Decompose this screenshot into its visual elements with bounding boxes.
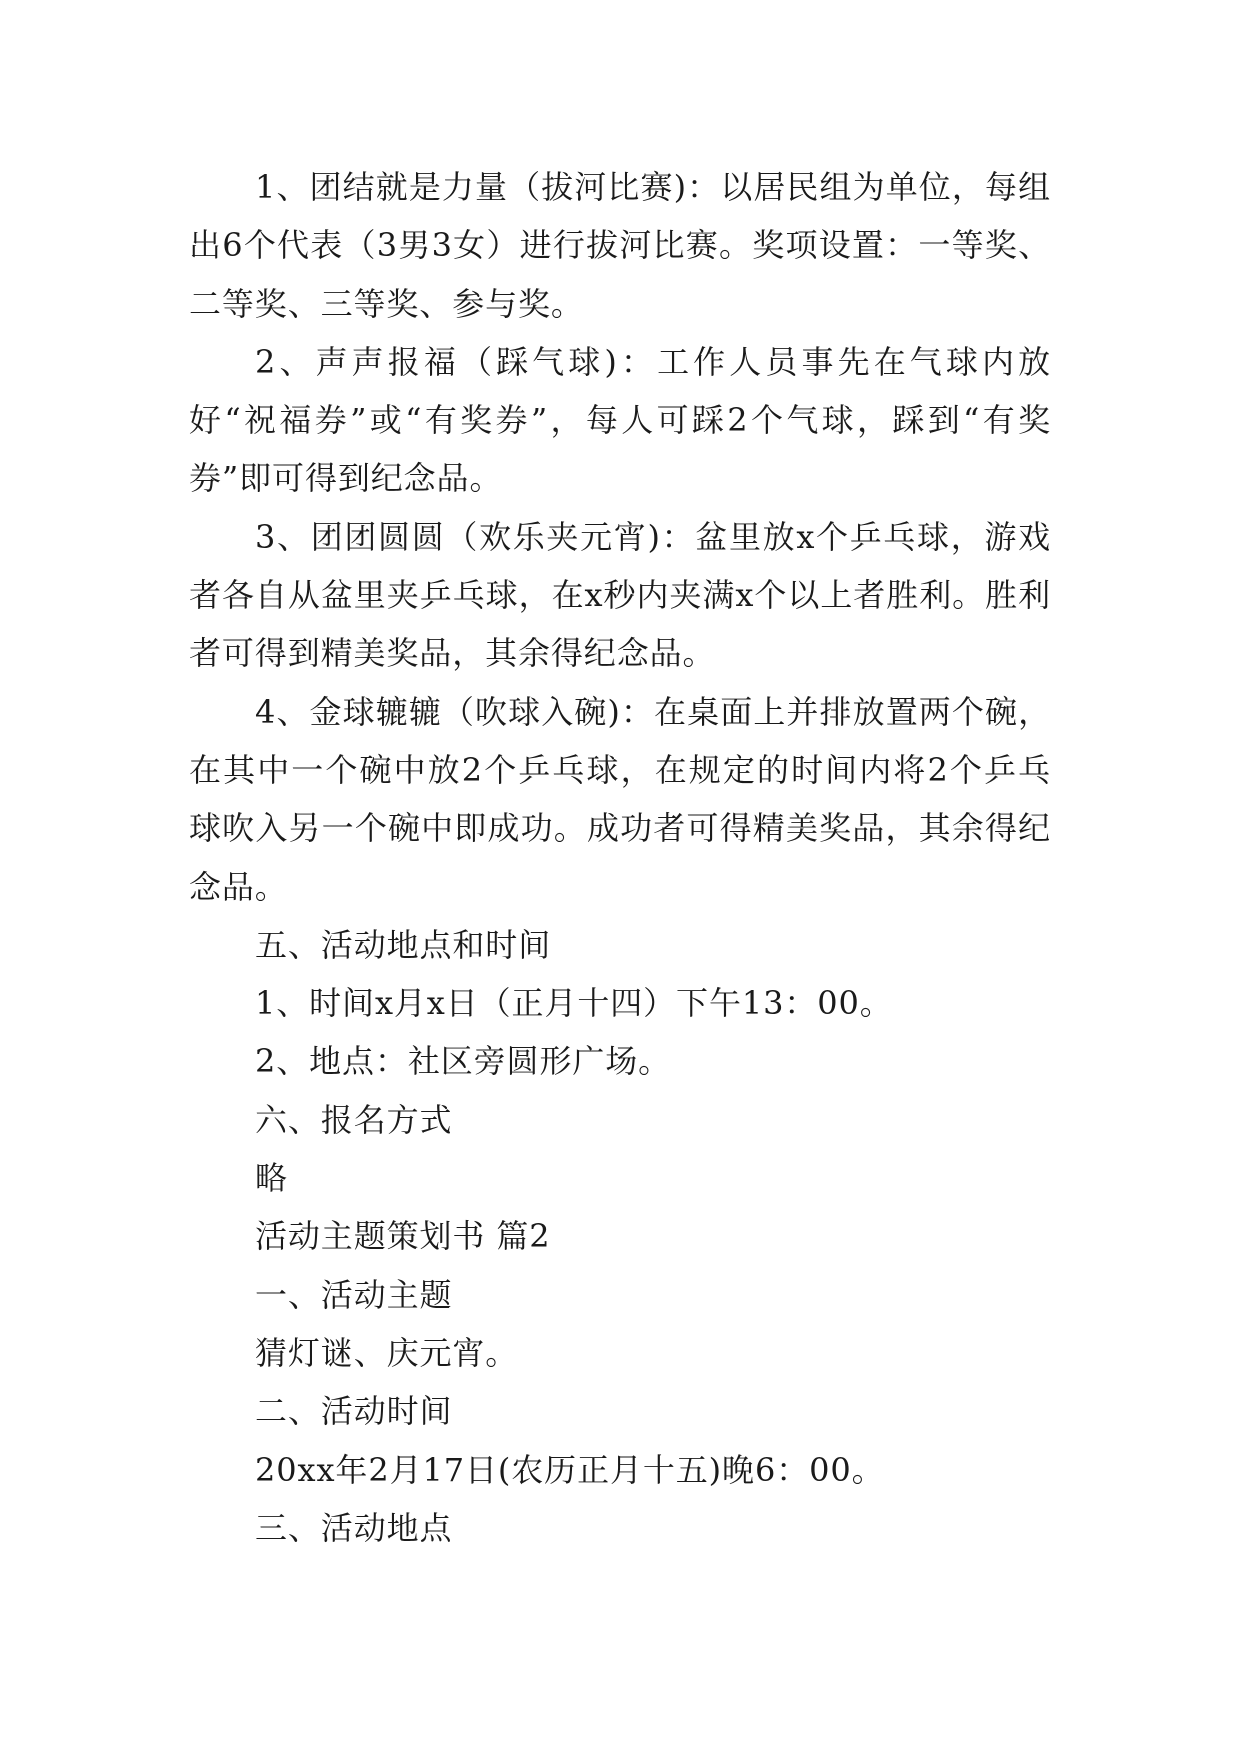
line-date: 20xx年2月17日(农历正月十五)晚6：00。: [255, 1450, 885, 1489]
heading-location: 三、活动地点: [255, 1508, 453, 1547]
heading-registration: 六、报名方式: [255, 1100, 453, 1139]
paragraph-pingpong-pick: 3、团团圆圆（欢乐夹元宵)：盆里放x个乒乓球，游戏者各自从盆里夹乒乓球，在x秒内夹满x个以上者胜利。胜利者可得到精美奖品，其余得纪念品。: [189, 517, 1051, 673]
heading-time: 二、活动时间: [255, 1392, 453, 1431]
document-body: [189, 158, 1051, 1557]
paragraph-blow-ball: 4、金球辘辘（吹球入碗)：在桌面上并排放置两个碗，在其中一个碗中放2个乒乓球，在规定的时间内将2个乒乓球吹入另一个碗中即成功。成功者可得精美奖品，其余得纪念品。: [189, 692, 1051, 906]
heading-theme: 一、活动主题: [255, 1275, 453, 1314]
line-time: 1、时间x月x日（正月十四）下午13：00。: [255, 984, 893, 1023]
paragraph-balloon-stomp: 2、声声报福（踩气球)：工作人员事先在气球内放好“祝福券”或“有奖券”，每人可踩2个气球，踩到“有奖券”即可得到纪念品。: [189, 342, 1051, 498]
line-theme: 猜灯谜、庆元宵。: [255, 1333, 519, 1372]
line-location: 2、地点：社区旁圆形广场。: [255, 1042, 672, 1081]
heading-location-time: 五、活动地点和时间: [255, 925, 552, 964]
paragraph-tug-of-war: 1、团结就是力量（拔河比赛)：以居民组为单位，每组出6个代表（3男3女）进行拔河比赛。奖项设置：一等奖、二等奖、三等奖、参与奖。: [189, 168, 1051, 323]
line-omitted: 略: [255, 1159, 288, 1198]
section-title-part2: 活动主题策划书 篇2: [255, 1217, 551, 1256]
